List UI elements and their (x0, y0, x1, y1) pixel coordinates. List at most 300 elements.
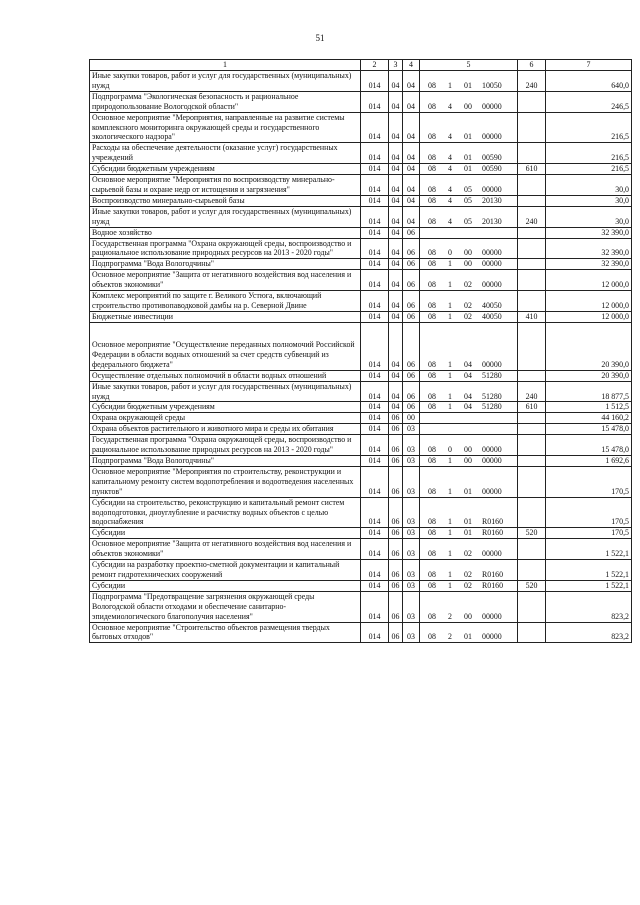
target-code-part: 4 (448, 195, 452, 205)
row-pr: 04 (403, 164, 420, 175)
target-code-part: 08 (428, 153, 436, 163)
row-rz: 06 (389, 622, 403, 643)
target-code-part: 2 (448, 632, 452, 642)
target-code-part: 05 (464, 184, 472, 194)
target-code-part: 08 (428, 164, 436, 174)
target-code-part: 00000 (482, 445, 502, 455)
row-ved: 014 (361, 539, 389, 560)
table-row (90, 466, 632, 497)
row-amount: 32 390,0 (546, 259, 632, 270)
row-amount: 1 512,5 (546, 402, 632, 413)
target-code-part: 1 (448, 300, 452, 310)
row-amount: 170,5 (546, 466, 632, 497)
row-amount: 30,0 (546, 206, 632, 227)
row-ved: 014 (361, 206, 389, 227)
row-ved: 014 (361, 164, 389, 175)
row-vr (518, 195, 546, 206)
row-ved: 014 (361, 591, 389, 622)
target-code-part: 40050 (482, 311, 502, 321)
row-vr (518, 591, 546, 622)
row-name: Подпрограмма "Предотвращение загрязнения окружающей среды Вологодской области отходами и обеспечение санитарно-эпидемиологического благополучия населения" (90, 591, 361, 622)
target-code-part: 01 (464, 517, 472, 527)
target-code-part: 08 (428, 580, 436, 590)
target-code-part: 00000 (482, 549, 502, 559)
table-header-row (90, 60, 632, 71)
row-target-code (420, 456, 518, 467)
target-code-part: 1 (448, 259, 452, 269)
target-code-part: 1 (448, 580, 452, 590)
row-vr (518, 322, 546, 370)
target-code-part: 1 (448, 280, 452, 290)
target-code-part: 4 (448, 132, 452, 142)
row-amount: 640,0 (546, 71, 632, 92)
row-amount: 15 478,0 (546, 435, 632, 456)
target-code-part: 00000 (482, 280, 502, 290)
table-row (90, 164, 632, 175)
target-code-part: 08 (428, 632, 436, 642)
row-vr (518, 143, 546, 164)
col-header-name: 1 (90, 60, 361, 71)
row-ved: 014 (361, 622, 389, 643)
row-ved: 014 (361, 175, 389, 196)
col-header-target: 5 (420, 60, 518, 71)
row-name: Субсидии на разработку проектно-сметной документации и капитальный ремонт гидротехнических сооружений (90, 560, 361, 581)
target-code-part: 08 (428, 300, 436, 310)
row-amount: 823,2 (546, 591, 632, 622)
row-name: Основное мероприятие "Мероприятия по строительству, реконструкции и капитальному ремонту систем водопотребления и водоотведения населенных пунктов" (90, 466, 361, 497)
target-code-part: 00590 (482, 164, 502, 174)
target-code-part: R0160 (482, 569, 504, 579)
target-code-part: R0160 (482, 528, 504, 538)
row-vr (518, 227, 546, 238)
target-code-part: 00000 (482, 611, 502, 621)
row-target-code (420, 466, 518, 497)
row-amount: 170,5 (546, 497, 632, 528)
row-vr (518, 435, 546, 456)
row-amount: 1 692,6 (546, 456, 632, 467)
row-ved: 014 (361, 291, 389, 312)
row-pr: 06 (403, 311, 420, 322)
target-code-part: 4 (448, 153, 452, 163)
target-code-part: 04 (464, 391, 472, 401)
row-name: Расходы на обеспечение деятельности (оказание услуг) государственных учреждений (90, 143, 361, 164)
target-code-part: 40050 (482, 300, 502, 310)
row-vr (518, 466, 546, 497)
row-target-code (420, 413, 518, 424)
target-code-part: R0160 (482, 517, 504, 527)
target-code-part: 00000 (482, 486, 502, 496)
row-pr: 06 (403, 322, 420, 370)
row-amount: 32 390,0 (546, 238, 632, 259)
row-pr: 06 (403, 381, 420, 402)
target-code-part: 08 (428, 517, 436, 527)
row-amount: 30,0 (546, 175, 632, 196)
target-code-part: 20130 (482, 216, 502, 226)
row-ved: 014 (361, 370, 389, 381)
target-code-part: 08 (428, 216, 436, 226)
row-ved: 014 (361, 195, 389, 206)
target-code-part: 1 (448, 549, 452, 559)
row-ved: 014 (361, 435, 389, 456)
row-ved: 014 (361, 466, 389, 497)
target-code-part: 00000 (482, 259, 502, 269)
table-row (90, 402, 632, 413)
row-rz: 06 (389, 497, 403, 528)
row-ved: 014 (361, 381, 389, 402)
row-ved: 014 (361, 497, 389, 528)
target-code-part: 0 (448, 248, 452, 258)
row-vr (518, 238, 546, 259)
target-code-part: 08 (428, 569, 436, 579)
row-pr: 04 (403, 206, 420, 227)
target-code-part: 00 (464, 445, 472, 455)
row-name: Иные закупки товаров, работ и услуг для государственных (муниципальных) нужд (90, 206, 361, 227)
row-name: Субсидии (90, 580, 361, 591)
target-code-part: 08 (428, 402, 436, 412)
target-code-part: 05 (464, 216, 472, 226)
target-code-part: 08 (428, 195, 436, 205)
col-header-pr: 4 (403, 60, 420, 71)
table-row (90, 580, 632, 591)
row-amount: 1 522,1 (546, 539, 632, 560)
row-pr: 06 (403, 270, 420, 291)
table-row (90, 424, 632, 435)
row-pr: 06 (403, 227, 420, 238)
target-code-part: 08 (428, 611, 436, 621)
row-name: Основное мероприятие "Строительство объектов размещения твердых бытовых отходов" (90, 622, 361, 643)
target-code-part: 51280 (482, 391, 502, 401)
target-code-part: 08 (428, 311, 436, 321)
target-code-part: 00 (464, 456, 472, 465)
table-row (90, 259, 632, 270)
target-code-part: 1 (448, 517, 452, 527)
target-code-part: 01 (464, 164, 472, 174)
row-rz: 04 (389, 370, 403, 381)
row-amount: 30,0 (546, 195, 632, 206)
row-pr: 03 (403, 456, 420, 467)
row-amount: 170,5 (546, 528, 632, 539)
target-code-part: 1 (448, 569, 452, 579)
table-row (90, 270, 632, 291)
table-row (90, 497, 632, 528)
row-amount: 246,5 (546, 91, 632, 112)
target-code-part: 04 (464, 359, 472, 369)
row-rz: 04 (389, 227, 403, 238)
row-pr: 03 (403, 539, 420, 560)
table-row (90, 227, 632, 238)
row-ved: 014 (361, 424, 389, 435)
row-rz: 06 (389, 528, 403, 539)
row-pr: 00 (403, 413, 420, 424)
table-row (90, 238, 632, 259)
row-pr: 03 (403, 591, 420, 622)
row-pr: 06 (403, 370, 420, 381)
row-pr: 04 (403, 71, 420, 92)
row-vr: 240 (518, 206, 546, 227)
row-vr: 240 (518, 381, 546, 402)
table-row (90, 560, 632, 581)
row-rz: 04 (389, 270, 403, 291)
row-name: Иные закупки товаров, работ и услуг для государственных (муниципальных) нужд (90, 71, 361, 92)
row-vr (518, 424, 546, 435)
target-code-part: 02 (464, 580, 472, 590)
row-pr: 03 (403, 435, 420, 456)
row-ved: 014 (361, 259, 389, 270)
row-name: Охрана окружающей среды (90, 413, 361, 424)
row-ved: 014 (361, 560, 389, 581)
target-code-part: R0160 (482, 580, 504, 590)
target-code-part: 01 (464, 132, 472, 142)
target-code-part: 4 (448, 184, 452, 194)
row-rz: 04 (389, 259, 403, 270)
row-target-code (420, 143, 518, 164)
target-code-part: 01 (464, 528, 472, 538)
row-amount: 18 877,5 (546, 381, 632, 402)
row-name: Подпрограмма "Вода Вологодчины" (90, 259, 361, 270)
target-code-part: 1 (448, 402, 452, 412)
col-header-ved: 2 (361, 60, 389, 71)
table-body (90, 71, 632, 643)
row-vr (518, 175, 546, 196)
target-code-part: 1 (448, 528, 452, 538)
row-name: Охрана объектов растительного и животного мира и среды их обитания (90, 424, 361, 435)
row-name: Подпрограмма "Вода Вологодчины" (90, 456, 361, 467)
row-ved: 014 (361, 322, 389, 370)
row-amount: 12 000,0 (546, 270, 632, 291)
row-vr (518, 497, 546, 528)
row-ved: 014 (361, 270, 389, 291)
target-code-part: 08 (428, 184, 436, 194)
row-name: Комплекс мероприятий по защите г. Великого Устюга, включающий строительство противопаводковой дамбы на р. Северной Двине (90, 291, 361, 312)
table-row (90, 622, 632, 643)
row-rz: 06 (389, 456, 403, 467)
target-code-part: 4 (448, 164, 452, 174)
row-pr: 03 (403, 528, 420, 539)
table-row (90, 175, 632, 196)
row-vr (518, 291, 546, 312)
row-target-code (420, 402, 518, 413)
target-code-part: 1 (448, 486, 452, 496)
row-name: Основное мероприятие "Мероприятия, направленные на развитие системы комплексного мониторинга окружающей среды и государственного экологического надзора" (90, 112, 361, 143)
row-rz: 06 (389, 591, 403, 622)
table-row (90, 311, 632, 322)
row-rz: 04 (389, 175, 403, 196)
row-name: Субсидии (90, 528, 361, 539)
row-pr: 06 (403, 291, 420, 312)
row-vr: 240 (518, 71, 546, 92)
row-vr (518, 456, 546, 467)
row-pr: 03 (403, 560, 420, 581)
target-code-part: 08 (428, 528, 436, 538)
row-target-code (420, 112, 518, 143)
row-target-code (420, 370, 518, 381)
row-pr: 03 (403, 580, 420, 591)
target-code-part: 08 (428, 80, 436, 90)
row-name: Основное мероприятие "Мероприятия по воспроизводству минерально-сырьевой базы и охране недр от истощения и загрязнения" (90, 175, 361, 196)
row-amount: 216,5 (546, 164, 632, 175)
target-code-part: 1 (448, 80, 452, 90)
row-name: Государственная программа "Охрана окружающей среды, воспроизводство и рациональное использование природных ресурсов на 2013 - 2020 годы" (90, 435, 361, 456)
row-pr: 04 (403, 143, 420, 164)
row-name: Субсидии бюджетным учреждениям (90, 164, 361, 175)
row-vr: 410 (518, 311, 546, 322)
row-rz: 04 (389, 143, 403, 164)
row-target-code (420, 175, 518, 196)
row-target-code (420, 270, 518, 291)
row-pr: 04 (403, 112, 420, 143)
target-code-part: 00 (464, 248, 472, 258)
row-pr: 06 (403, 259, 420, 270)
row-target-code (420, 238, 518, 259)
row-amount: 12 000,0 (546, 311, 632, 322)
target-code-part: 0 (448, 445, 452, 455)
target-code-part: 00 (464, 101, 472, 111)
table-row (90, 195, 632, 206)
target-code-part: 51280 (482, 402, 502, 412)
row-ved: 014 (361, 91, 389, 112)
row-ved: 014 (361, 227, 389, 238)
target-code-part: 1 (448, 391, 452, 401)
target-code-part: 1 (448, 359, 452, 369)
row-name: Субсидии бюджетным учреждениям (90, 402, 361, 413)
row-amount: 216,5 (546, 112, 632, 143)
budget-table (89, 59, 632, 643)
target-code-part: 1 (448, 370, 452, 380)
row-amount: 823,2 (546, 622, 632, 643)
target-code-part: 51280 (482, 370, 502, 380)
row-vr (518, 413, 546, 424)
target-code-part: 4 (448, 101, 452, 111)
row-vr: 610 (518, 164, 546, 175)
row-ved: 014 (361, 456, 389, 467)
table-row (90, 291, 632, 312)
row-target-code (420, 195, 518, 206)
row-amount: 20 390,0 (546, 322, 632, 370)
row-rz: 04 (389, 71, 403, 92)
row-pr: 06 (403, 402, 420, 413)
target-code-part: 01 (464, 486, 472, 496)
table-row (90, 435, 632, 456)
row-vr: 520 (518, 580, 546, 591)
row-amount: 32 390,0 (546, 227, 632, 238)
row-target-code (420, 580, 518, 591)
target-code-part: 08 (428, 445, 436, 455)
row-name: Иные закупки товаров, работ и услуг для государственных (муниципальных) нужд (90, 381, 361, 402)
row-rz: 06 (389, 435, 403, 456)
row-name: Осуществление отдельных полномочий в области водных отношений (90, 370, 361, 381)
target-code-part: 00000 (482, 184, 502, 194)
row-target-code (420, 424, 518, 435)
target-code-part: 08 (428, 486, 436, 496)
target-code-part: 00000 (482, 248, 502, 258)
row-name: Субсидии на строительство, реконструкцию и капитальный ремонт систем водоподготовки, дноуглубление и расчистку водных объектов с целью водоснабжения (90, 497, 361, 528)
row-rz: 04 (389, 402, 403, 413)
row-target-code (420, 206, 518, 227)
row-amount: 15 478,0 (546, 424, 632, 435)
row-pr: 03 (403, 424, 420, 435)
target-code-part: 08 (428, 456, 436, 465)
row-vr: 520 (518, 528, 546, 539)
target-code-part: 01 (464, 153, 472, 163)
row-amount: 12 000,0 (546, 291, 632, 312)
row-vr: 610 (518, 402, 546, 413)
target-code-part: 08 (428, 549, 436, 559)
row-ved: 014 (361, 528, 389, 539)
target-code-part: 04 (464, 402, 472, 412)
row-ved: 014 (361, 112, 389, 143)
row-rz: 04 (389, 112, 403, 143)
row-rz: 04 (389, 238, 403, 259)
row-target-code (420, 622, 518, 643)
table-row (90, 528, 632, 539)
row-ved: 014 (361, 311, 389, 322)
table-row (90, 112, 632, 143)
target-code-part: 01 (464, 632, 472, 642)
target-code-part: 08 (428, 259, 436, 269)
table-row (90, 71, 632, 92)
target-code-part: 00000 (482, 101, 502, 111)
row-ved: 014 (361, 402, 389, 413)
target-code-part: 00 (464, 611, 472, 621)
target-code-part: 00000 (482, 132, 502, 142)
row-name: Государственная программа "Охрана окружающей среды, воспроизводство и рациональное использование природных ресурсов на 2013 - 2020 годы" (90, 238, 361, 259)
row-amount: 20 390,0 (546, 370, 632, 381)
target-code-part: 02 (464, 569, 472, 579)
table-row (90, 91, 632, 112)
row-rz: 04 (389, 206, 403, 227)
row-target-code (420, 91, 518, 112)
row-rz: 04 (389, 164, 403, 175)
page-number: 51 (315, 33, 325, 43)
row-vr (518, 622, 546, 643)
col-header-rz: 3 (389, 60, 403, 71)
row-rz: 06 (389, 466, 403, 497)
table-row (90, 143, 632, 164)
row-vr (518, 370, 546, 381)
row-vr (518, 270, 546, 291)
row-rz: 06 (389, 560, 403, 581)
row-name: Подпрограмма "Экологическая безопасность и рациональное природопользование Вологодской области" (90, 91, 361, 112)
row-name: Водное хозяйство (90, 227, 361, 238)
table-row (90, 539, 632, 560)
row-pr: 04 (403, 195, 420, 206)
target-code-part: 02 (464, 300, 472, 310)
row-target-code (420, 227, 518, 238)
row-rz: 04 (389, 195, 403, 206)
row-vr (518, 259, 546, 270)
row-target-code (420, 539, 518, 560)
target-code-part: 4 (448, 216, 452, 226)
target-code-part: 08 (428, 132, 436, 142)
row-rz: 04 (389, 311, 403, 322)
row-rz: 06 (389, 539, 403, 560)
target-code-part: 10050 (482, 80, 502, 90)
row-target-code (420, 311, 518, 322)
row-target-code (420, 291, 518, 312)
row-name: Воспроизводство минерально-сырьевой базы (90, 195, 361, 206)
table-row (90, 591, 632, 622)
target-code-part: 02 (464, 280, 472, 290)
row-vr (518, 112, 546, 143)
target-code-part: 2 (448, 611, 452, 621)
target-code-part: 00000 (482, 632, 502, 642)
target-code-part: 1 (448, 311, 452, 321)
col-header-vr: 6 (518, 60, 546, 71)
row-target-code (420, 591, 518, 622)
row-pr: 04 (403, 175, 420, 196)
target-code-part: 04 (464, 370, 472, 380)
target-code-part: 00 (464, 259, 472, 269)
